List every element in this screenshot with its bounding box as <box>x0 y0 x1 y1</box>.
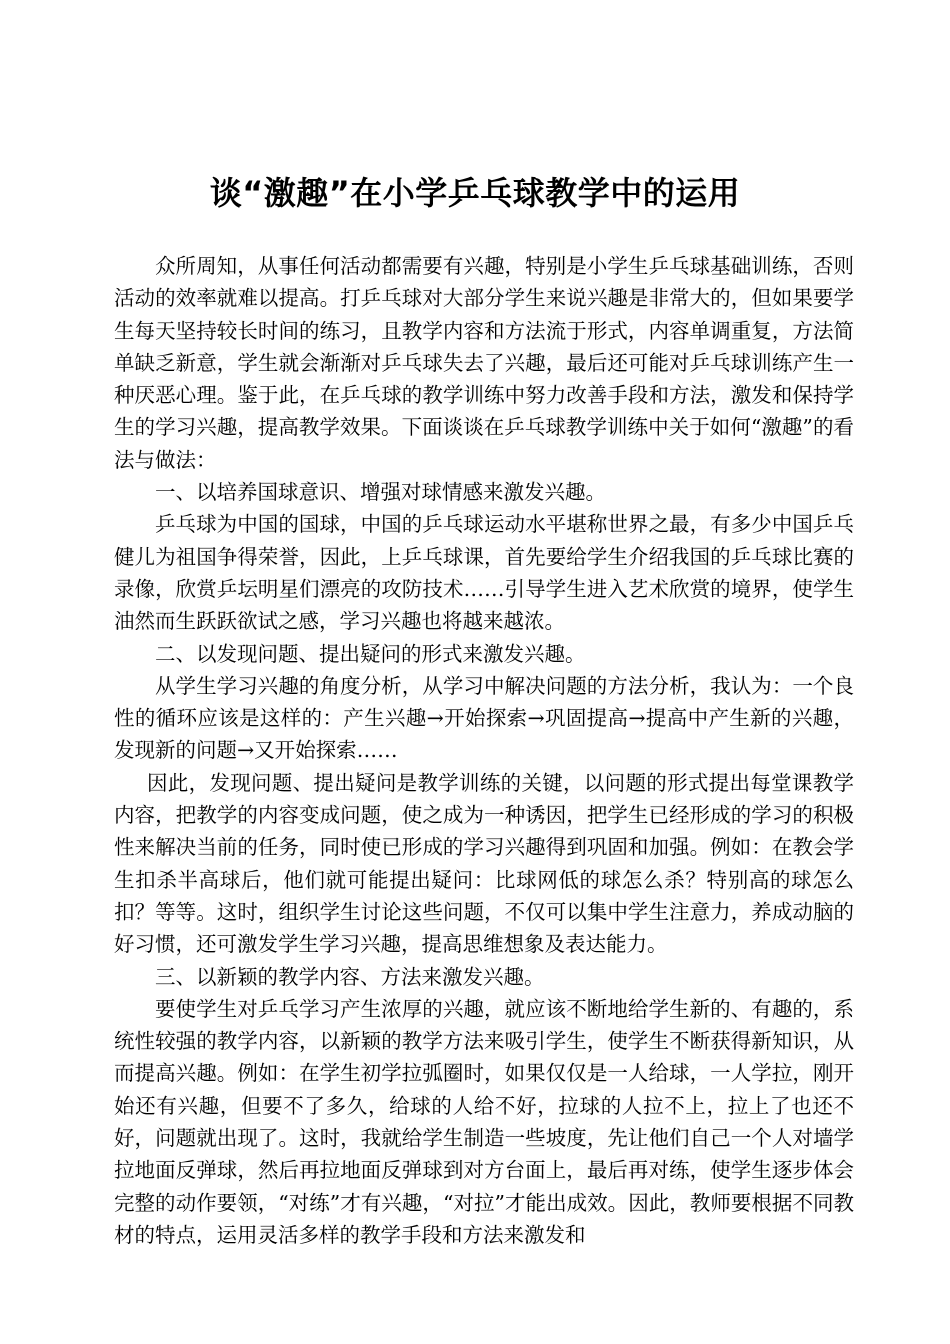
section-2-paragraph-2: 因此，发现问题、提出疑问是教学训练的关键，以问题的形式提出每堂课教学内容，把教学的内容变成问题，使之成为一种诱因，把学生已经形成的学习的积极性来解决当前的任务，同时使已形成的学习兴趣得到巩固和加强。例如：在教会学生扣杀半高球后，他们就可能提出疑问：比球网低的球怎么杀？特别高的球怎么扣？等等。这时，组织学生讨论这些问题，不仅可以集中学生注意力，养成动脑的好习惯，还可激发学生学习兴趣，提高思维想象及表达能力。 <box>114 770 854 957</box>
section-3-paragraph: 要使学生对乒乓学习产生浓厚的兴趣，就应该不断地给学生新的、有趣的，系统性较强的教学内容，以新颖的教学方法来吸引学生，使学生不断获得新知识，从而提高兴趣。例如：在学生初学拉弧圈时，如果仅仅是一人给球，一人学拉，刚开始还有兴趣，但要不了多久，给球的人给不好，拉球的人拉不上，拉上了也还不好，问题就出现了。这时，我就给学生制造一些坡度，先让他们自己一个人对墙学拉地面反弹球，然后再拉地面反弹球到对方台面上，最后再对练，使学生逐步体会完整的动作要领，“对练”才有兴趣，“对拉”才能出成效。因此，教师要根据不同教材的特点，运用灵活多样的教学手段和方法来激发和 <box>114 996 854 1247</box>
document-body <box>114 250 854 1251</box>
intro-paragraph: 众所周知，从事任何活动都需要有兴趣，特别是小学生乒乓球基础训练，否则活动的效率就难以提高。打乒乓球对大部分学生来说兴趣是非常大的，但如果要学生每天坚持较长时间的练习，且教学内容和方法流于形式，内容单调重复，方法简单缺乏新意，学生就会渐渐对乒乓球失去了兴趣，最后还可能对乒乓球训练产生一种厌恶心理。鉴于此，在乒乓球的教学训练中努力改善手段和方法，激发和保持学生的学习兴趣，提高教学效果。下面谈谈在乒乓球教学训练中关于如何“激趣”的看法与做法： <box>114 254 854 472</box>
section-heading-3: 三、以新颖的教学内容、方法来激发兴趣。 <box>155 964 545 989</box>
section-heading-1: 一、以培养国球意识、增强对球情感来激发兴趣。 <box>155 480 606 505</box>
document-title: 谈“激趣”在小学乒乓球教学中的运用 <box>209 174 741 212</box>
section-2-paragraph-1: 从学生学习兴趣的角度分析，从学习中解决问题的方法分析，我认为：一个良性的循环应该是这样的：产生兴趣→开始探索→巩固提高→提高中产生新的兴趣，发现新的问题→又开始探索…… <box>114 673 854 763</box>
section-1-paragraph: 乒乓球为中国的国球，中国的乒乓球运动水平堪称世界之最，有多少中国乒乓健儿为祖国争得荣誉，因此，上乒乓球课，首先要给学生介绍我国的乒乓球比赛的录像，欣赏乒坛明星们漂亮的攻防技术……引导学生进入艺术欣赏的境界，使学生油然而生跃跃欲试之感，学习兴趣也将越来越浓。 <box>114 512 854 634</box>
section-heading-2: 二、以发现问题、提出疑问的形式来激发兴趣。 <box>155 641 586 666</box>
